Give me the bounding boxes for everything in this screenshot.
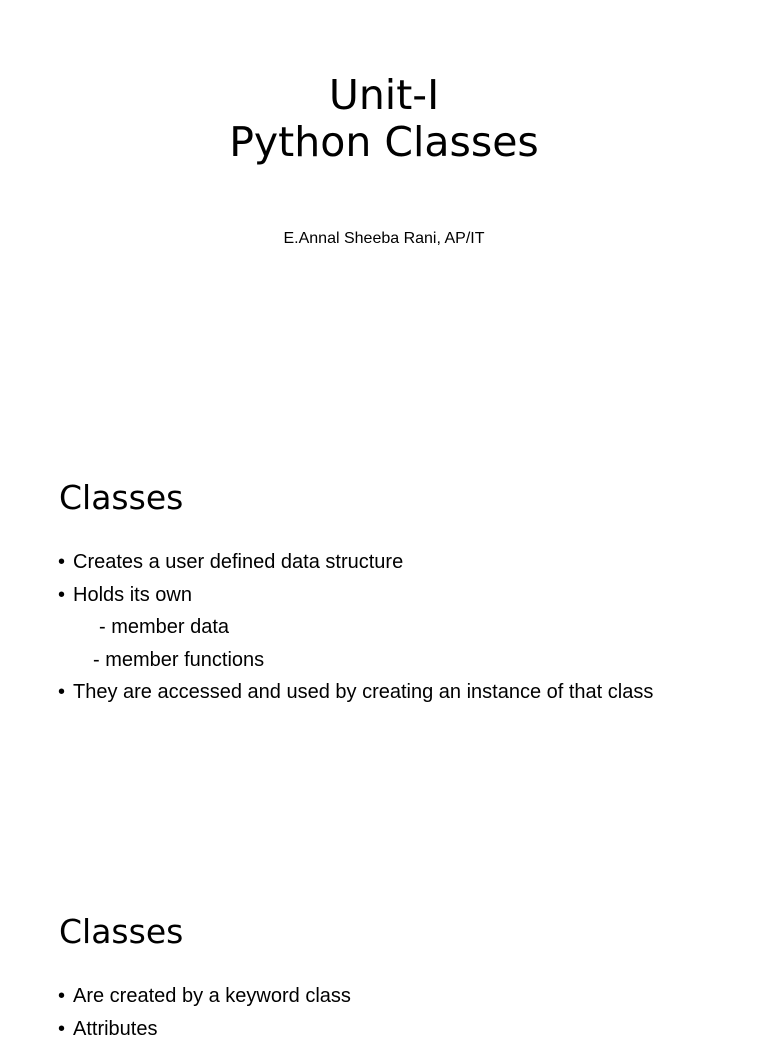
classes-slide-2 [0,868,768,1024]
bullet-icon: • [58,1015,73,1047]
list-item [58,581,653,614]
list-sub-item [58,613,653,646]
bullet-text: They are accessed and used by creating an instance of that class [73,678,653,711]
title-line-topic: Python Classes [0,119,768,166]
list-item [58,548,653,581]
bullet-list [58,548,653,711]
bullet-list [58,982,351,1047]
title-slide [0,0,768,434]
bullet-icon [84,613,99,646]
bullet-icon: • [58,548,73,581]
bullet-text: Are created by a keyword class [73,982,351,1015]
bullet-text: Attributes [73,1015,157,1047]
bullet-icon [78,646,93,679]
slide-heading: Classes [59,912,183,952]
title-line-unit: Unit-I [0,72,768,119]
bullet-text: - member functions [93,646,264,679]
bullet-icon: • [58,982,73,1015]
bullet-icon: • [58,678,73,711]
list-item [58,678,653,711]
bullet-icon: • [58,581,73,614]
list-item [58,1015,351,1047]
author-subtitle: E.Annal Sheeba Rani, AP/IT [0,229,768,249]
slide-title [0,72,768,166]
slide-heading: Classes [59,478,183,518]
bullet-text: - member data [99,613,229,646]
bullet-text: Holds its own [73,581,192,614]
list-item [58,982,351,1015]
list-sub-item [58,646,653,679]
bullet-text: Creates a user defined data structure [73,548,403,581]
classes-slide-1 [0,434,768,868]
